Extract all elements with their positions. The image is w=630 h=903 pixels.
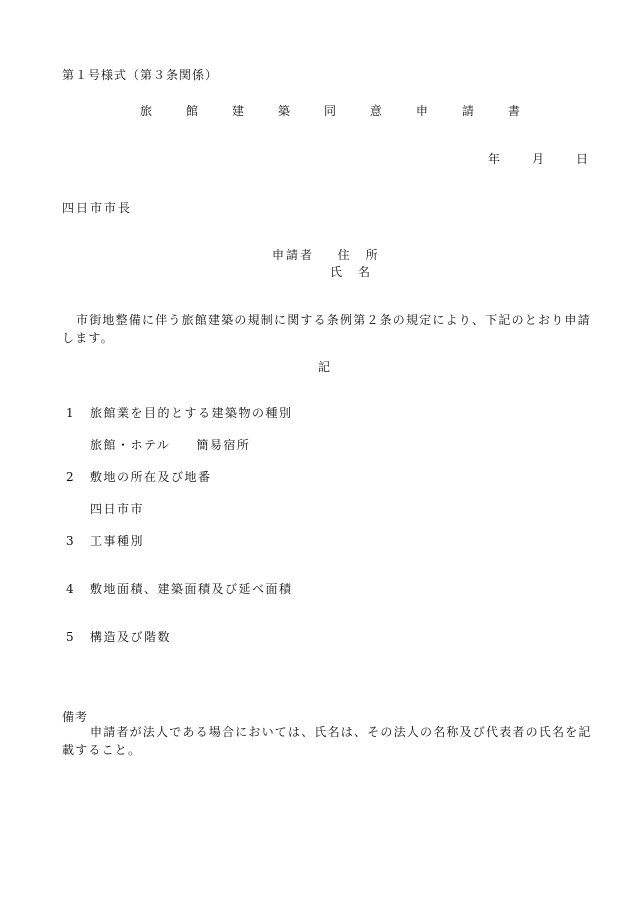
remarks-heading: 備考 [62, 710, 89, 724]
date-line [488, 151, 588, 167]
option-ryokan-hotel: 旅館・ホテル [90, 438, 171, 452]
item-label: 敷地面積、建築面積及び延べ面積 [90, 582, 293, 596]
remarks-text: 申請者が法人である場合においては、氏名は、その法人の名称及び代表者の氏名を記載すること。 [62, 725, 592, 757]
date-month-label: 月 [531, 152, 544, 166]
item-number: 4 [66, 582, 76, 596]
item-number: 3 [66, 534, 76, 548]
item-label: 構造及び階数 [90, 630, 172, 644]
item-number: 5 [66, 630, 76, 644]
addressee: 四日市市長 [62, 201, 133, 215]
application-statement: 市街地整備に伴う旅館建築の規制に関する条例第２条の規定により、下記のとおり申請します。 [62, 313, 591, 345]
applicant-label: 申請者 [272, 248, 315, 262]
item-label: 旅館業を目的とする建築物の種別 [90, 406, 293, 420]
item-4 [66, 581, 293, 597]
document-title [140, 103, 520, 119]
address-label: 住 所 [337, 248, 380, 262]
item-label: 工事種別 [90, 534, 145, 548]
item-number: 1 [66, 406, 76, 420]
title-char: 意 [369, 104, 382, 118]
item-2-value: 四日市市 [90, 502, 145, 516]
title-char: 請 [461, 104, 474, 118]
item-1 [66, 405, 293, 421]
item-5 [66, 629, 171, 645]
ki-heading: 記 [318, 360, 331, 374]
date-year-label: 年 [488, 152, 501, 166]
title-char: 館 [185, 104, 198, 118]
option-simple-lodging: 簡易宿所 [196, 438, 251, 452]
title-char: 申 [415, 104, 428, 118]
title-char: 建 [231, 104, 244, 118]
applicant-block [272, 247, 380, 279]
item-label: 敷地の所在及び地番 [90, 470, 212, 484]
item-number: 2 [66, 470, 76, 484]
item-1-options [90, 437, 250, 453]
item-2 [66, 469, 212, 485]
name-label: 氏 名 [330, 265, 373, 279]
title-char: 同 [323, 104, 336, 118]
title-char: 旅 [140, 104, 153, 118]
form-number: 第１号様式（第３条関係） [62, 68, 219, 82]
title-char: 書 [507, 104, 520, 118]
item-3 [66, 533, 144, 549]
date-day-label: 日 [575, 152, 588, 166]
title-char: 築 [277, 104, 290, 118]
